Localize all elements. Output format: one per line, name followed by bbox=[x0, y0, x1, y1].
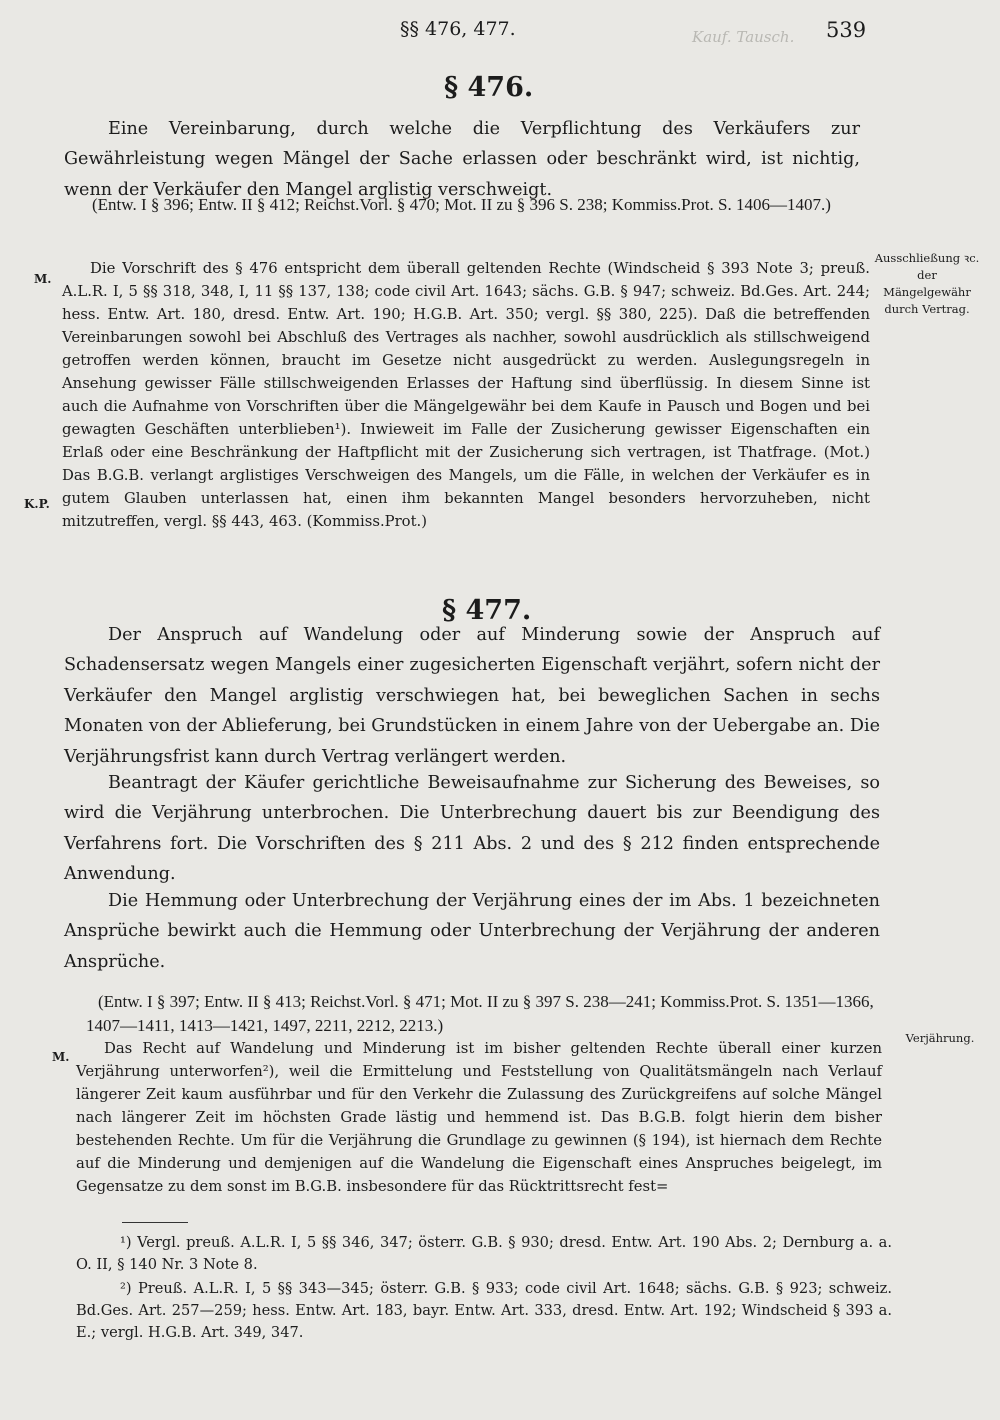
running-header bbox=[0, 14, 1000, 54]
section-476-text: Eine Vereinbarung, durch welche die Verpflichtung des Verkäufers zur Gewährleistung wegen Mängel der Sache erlassen oder beschränkt wird, ist nichtig, wenn der Verkäufer den Mangel arglistig verschweigt. bbox=[64, 119, 860, 200]
section-477-para-2: Beantragt der Käufer gerichtliche Beweisaufnahme zur Sicherung des Beweises, so wird die Verjährung unterbrochen. Die Unterbrechung dauert bis zur Beendigung des Verfahrens fort. Die Vorschriften des § 211 Abs. 2 und des § 212 finden entsprechende Anwendung. bbox=[64, 773, 880, 885]
footnote-1: ¹) Vergl. preuß. A.L.R. I, 5 §§ 346, 347; österr. G.B. § 930; dresd. Entw. Art. 190 Abs. 2; Dernburg a. a. O. II, § 140 Nr. 3 Note 8. bbox=[76, 1234, 892, 1273]
header-show-through: Kauf. Tausch. bbox=[692, 28, 795, 46]
side-note-476: Ausschließung ꝛc. der Mängelgewähr durch Vertrag. bbox=[874, 251, 980, 316]
margin-mark-m-477: M. bbox=[52, 1050, 70, 1064]
footnote-separator bbox=[122, 1222, 188, 1223]
footnote-2: ²) Preuß. A.L.R. I, 5 §§ 343—345; österr. G.B. § 933; code civil Art. 1648; sächs. G.B. § 923; schweiz. Bd.Ges. Art. 257—259; hess. Entw. Art. 183, bayr. Entw. Art. 333, dresd. Entw. Art. 192; Windscheid § 393 a. E.; vergl. H.G.B. Art. 349, 347. bbox=[76, 1280, 892, 1341]
section-476-citation: (Entw. I § 396; Entw. II § 412; Reichst.Vorl. § 470; Mot. II zu § 396 S. 238; Kommiss.Prot. S. 1406—1407.) bbox=[92, 195, 831, 214]
section-477-para-3: Die Hemmung oder Unterbrechung der Verjährung eines der im Abs. 1 bezeichneten Ansprüche bewirkt auch die Hemmung oder Unterbrechung der Verjährung der anderen Ansprüche. bbox=[64, 891, 880, 972]
section-477-para-1: Der Anspruch auf Wandelung oder auf Minderung sowie der Anspruch auf Schadensersatz wegen Mangels einer zugesicherten Eigenschaft verjährt, sofern nicht der Verkäufer den Mangel arglistig verschwiegen hat, bei beweglichen Sachen in sechs Monaten von der Ablieferung, bei Grundstücken in einem Jahre von der Uebergabe an. Die Verjährungsfrist kann durch Vertrag verlängert werden. bbox=[64, 625, 880, 767]
section-476-title: § 476. bbox=[444, 72, 534, 103]
section-477-title: § 477. bbox=[442, 595, 532, 626]
section-477-commentary: Das Recht auf Wandelung und Minderung ist im bisher geltenden Rechte überall einer kurzen Verjährung unterworfen²), weil die Ermittelung und Feststellung von Qualitätsmängeln nach Verlauf längerer Zeit kaum ausführbar und für den Verkehr die Zulassung des Zurückgreifens auf solche Mängel nach längerer Zeit im höchsten Grade lästig und hemmend ist. Das B.G.B. folgt hierin dem bisher bestehenden Rechte. Um für die Verjährung die Grundlage zu gewinnen (§ 194), ist hiernach dem Rechte auf die Minderung und demjenigen auf die Wandelung die Eigenschaft eines Anspruches beigelegt, im Gegensatze zu dem sonst im B.G.B. insbesondere für das Rücktrittsrecht fest= bbox=[76, 1040, 882, 1195]
side-note-477: Verjährung. bbox=[905, 1031, 975, 1045]
header-sections: §§ 476, 477. bbox=[400, 18, 516, 40]
margin-mark-kp: K.P. bbox=[24, 497, 50, 511]
section-477-citation: (Entw. I § 397; Entw. II § 413; Reichst.Vorl. § 471; Mot. II zu § 397 S. 238—241; Kommiss.Prot. S. 1351—1366, 1407—1411, 1413—1421, 1497, 2211, 2212, 2213.) bbox=[86, 992, 874, 1035]
page-number: 539 bbox=[826, 18, 867, 42]
section-476-commentary: Die Vorschrift des § 476 entspricht dem überall geltenden Rechte (Windscheid § 393 Note 3; preuß. A.L.R. I, 5 §§ 318, 348, I, 11 §§ 137, 138; code civil Art. 1643; sächs. G.B. § 947; schweiz. Bd.Ges. Art. 244; hess. Entw. Art. 180, dresd. Entw. Art. 190; H.G.B. Art. 350; vergl. §§ 380, 225). Daß die betreffenden Vereinbarungen sowohl bei Abschluß des Vertrages als nachher, sowohl ausdrücklich als stillschweigend getroffen werden können, braucht im Gesetze nicht ausgedrückt zu werden. Auslegungsregeln in Ansehung gewisser Fälle stillschweigenden Erlasses der Haftung sind überflüssig. In diesem Sinne ist auch die Aufnahme von Vorschriften über die Mängelgewähr bei dem Kaufe in Pausch und Bogen und bei gewagten Geschäften unterblieben¹). Inwieweit im Falle der Zusicherung gewisser Eigenschaften ein Erlaß oder eine Beschränkung der Haftpflicht mit der Zusicherung sich vertragen, ist Thatfrage. (Mot.) Das B.G.B. verlangt arglistiges Verschweigen des Mangels, um die Fälle, in welchen der Verkäufer es in gutem Glauben unterlassen hat, einen ihm bekannten Mangel besonders hervorzuheben, nicht mitzutreffen, vergl. §§ 443, 463. (Kommiss.Prot.) bbox=[62, 260, 870, 530]
margin-mark-m-476: M. bbox=[34, 272, 52, 286]
